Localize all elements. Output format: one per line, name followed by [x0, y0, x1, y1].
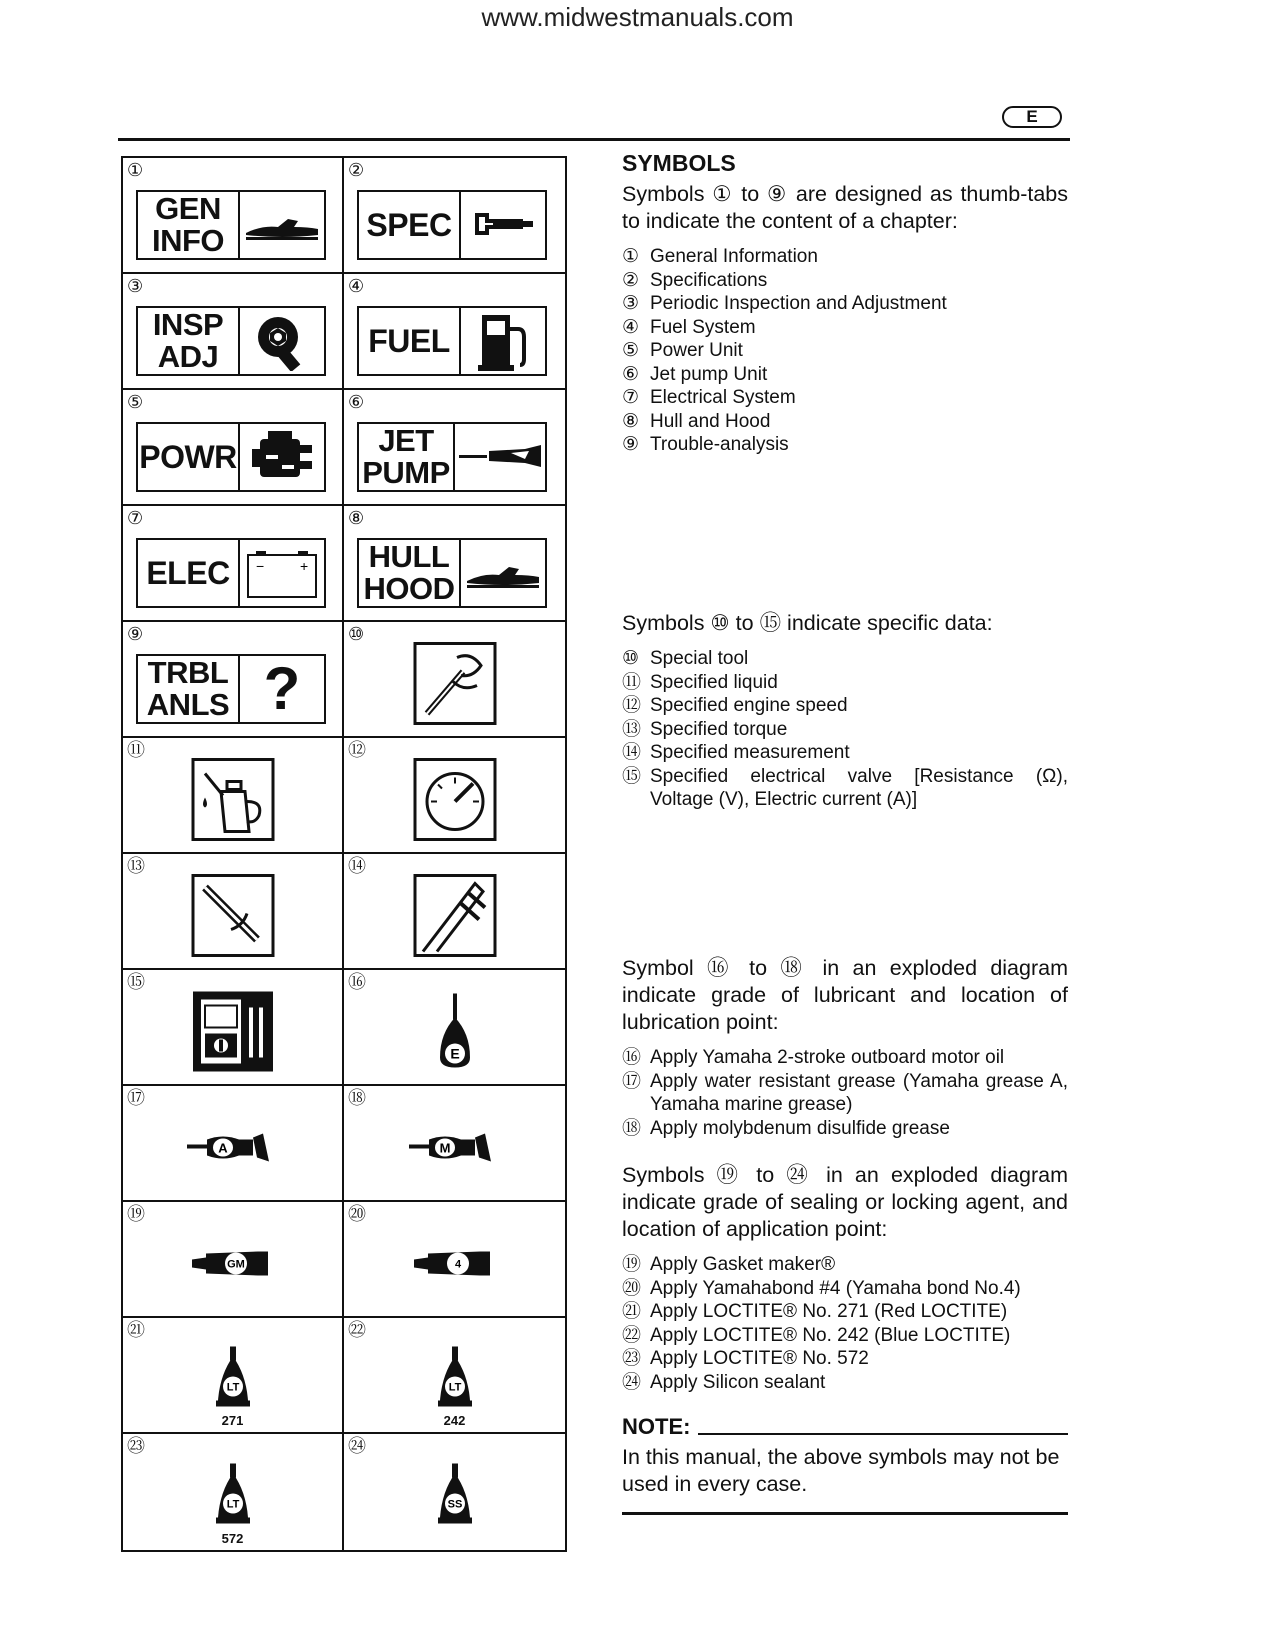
svg-text:+: +: [300, 558, 309, 574]
item-number: ④: [622, 316, 640, 338]
symbol-cell: [344, 738, 565, 854]
section-specific-data: [622, 610, 1068, 812]
tab-label: ANLS: [146, 687, 230, 722]
symbol-number: ②: [348, 160, 365, 180]
symbol-cell: [344, 1318, 565, 1434]
note-box: [622, 1414, 1068, 1515]
intro-lubricants: Symbol ⑯ to ⑱ in an exploded diagram indicate grade of lubricant and location of lubrication point:: [622, 956, 1068, 1034]
symbol-number: ⑧: [348, 508, 365, 528]
tab-label: SPEC: [366, 207, 452, 243]
battery-icon: [240, 540, 324, 606]
svg-text:M: M: [439, 1140, 450, 1156]
list-item: [622, 410, 1068, 434]
symbol-cell: [344, 274, 565, 390]
tab-label: INFO: [151, 223, 225, 258]
oil-can-icon: [191, 757, 275, 846]
symbol-number: ⑰: [127, 1088, 145, 1108]
top-rule: [118, 138, 1070, 141]
note-rule: [622, 1512, 1068, 1515]
symbol-cell: [123, 1434, 344, 1550]
svg-text:4: 4: [454, 1258, 461, 1271]
fuel-pump-icon: [461, 308, 545, 374]
section-lubricants: [622, 955, 1068, 1140]
tab-label: TRBL: [147, 655, 229, 690]
multimeter-icon: [191, 989, 275, 1078]
list-lubricants: [622, 1046, 1068, 1140]
symbol-cell: [344, 506, 565, 622]
list-item: [622, 1347, 1068, 1371]
symbol-cell: [344, 970, 565, 1086]
symbol-number: ⑨: [127, 624, 144, 644]
item-text: Power Unit: [650, 340, 743, 361]
list-item: [622, 1117, 1068, 1141]
list-item: [622, 1070, 1068, 1117]
symbol-number: ⑩: [348, 624, 365, 644]
item-number: ㉔: [622, 1371, 642, 1393]
item-text: Apply Yamaha 2-stroke outboard motor oil: [650, 1047, 1005, 1068]
item-text: General Information: [650, 246, 818, 267]
svg-text:LT: LT: [226, 1498, 239, 1511]
symbol-cell: [344, 854, 565, 970]
item-text: Specified torque: [650, 718, 788, 740]
item-text: Apply molybdenum disulfide grease: [650, 1117, 950, 1139]
loctite-bottle-icon: [430, 1344, 480, 1419]
wrench-icon: [240, 308, 324, 374]
item-number: ⑪: [622, 671, 642, 693]
intro-thumb-tabs: Symbols ① to ⑨ are designed as thumb-tabs to indicate the content of a chapter:: [622, 182, 1068, 233]
svg-text:E: E: [449, 1045, 460, 1062]
svg-text:SS: SS: [447, 1498, 462, 1511]
symbol-number: ⑤: [127, 392, 144, 412]
item-text: Specified liquid: [650, 671, 778, 693]
item-text: Fuel System: [650, 316, 756, 338]
list-item: [622, 269, 1068, 293]
list-item: [622, 1371, 1068, 1395]
page-title: SYMBOLS: [622, 150, 736, 176]
item-number: ⑨: [622, 434, 640, 455]
list-item: [622, 718, 1068, 742]
list-item: [622, 694, 1068, 718]
oil-bottle-icon: [430, 991, 480, 1076]
engine-icon: [240, 424, 324, 490]
symbol-number: ⑭: [348, 856, 366, 876]
list-item: [622, 433, 1068, 457]
caliper-icon: [413, 873, 497, 962]
item-text: Specifications: [650, 269, 768, 291]
item-text: Electrical System: [650, 387, 796, 408]
symbol-cell: [344, 1202, 565, 1318]
note-label: NOTE:: [622, 1414, 691, 1439]
section-sealants: [622, 1162, 1068, 1394]
symbol-cell: [123, 274, 344, 390]
hull-icon: [461, 540, 545, 606]
thumb-tab: [357, 190, 547, 260]
list-item: [622, 386, 1068, 410]
svg-text:GM: GM: [226, 1258, 245, 1271]
tab-label: PUMP: [362, 455, 450, 490]
item-text: Specified measurement: [650, 742, 850, 763]
torque-wrench-icon: [191, 873, 275, 962]
svg-text:A: A: [217, 1140, 228, 1156]
item-number: ⑲: [622, 1254, 642, 1275]
item-text: Jet pump Unit: [650, 363, 768, 385]
tab-label: HOOD: [363, 571, 455, 606]
item-number: ②: [622, 269, 640, 291]
list-item: [622, 339, 1068, 363]
symbol-number: ㉑: [127, 1320, 145, 1340]
item-number: ⑯: [622, 1047, 642, 1068]
item-number: ⑦: [622, 387, 640, 408]
list-item: [622, 1253, 1068, 1277]
item-number: ⑩: [622, 648, 640, 669]
special-tool-icon: [413, 641, 497, 730]
tab-label: FUEL: [368, 323, 450, 359]
symbol-cell: [344, 622, 565, 738]
thumb-tab: [136, 654, 326, 724]
thumb-tab: [136, 538, 326, 608]
grease-gun-icon: [183, 1127, 283, 1172]
symbol-grid: [121, 156, 567, 1552]
list-item: [622, 647, 1068, 671]
svg-text:−: −: [256, 558, 265, 574]
list-item: [622, 1046, 1068, 1070]
symbol-number: ⑯: [348, 972, 366, 992]
symbol-number: ①: [127, 160, 144, 180]
svg-text:LT: LT: [448, 1381, 461, 1394]
symbol-number: ⑱: [348, 1088, 366, 1108]
symbol-cell: [344, 158, 565, 274]
tachometer-icon: [413, 757, 497, 846]
list-item: [622, 1300, 1068, 1324]
item-number: ㉒: [622, 1324, 642, 1346]
symbol-cell: [123, 1318, 344, 1434]
symbol-number: ㉓: [127, 1436, 145, 1456]
symbol-descriptions: [622, 150, 1068, 1496]
symbol-cell: [123, 622, 344, 738]
thumb-tab: [357, 538, 547, 608]
symbol-cell: [344, 1434, 565, 1550]
list-item: [622, 316, 1068, 340]
symbol-cell: [123, 506, 344, 622]
list-item: [622, 245, 1068, 269]
intro-sealants: Symbols ⑲ to ㉔ in an exploded diagram indicate grade of sealing or locking agent, and location of application point:: [622, 1163, 1068, 1241]
jet-pump-icon: [455, 424, 545, 490]
grease-gun-icon: [405, 1127, 505, 1172]
spec-plug-icon: [461, 192, 545, 258]
tab-label: GEN: [155, 191, 221, 226]
list-item: [622, 671, 1068, 695]
tube-icon: [410, 1243, 500, 1288]
item-text: Periodic Inspection and Adjustment: [650, 293, 947, 314]
item-number: ①: [622, 246, 640, 267]
language-badge: E: [1002, 106, 1062, 128]
symbol-number: ④: [348, 276, 365, 296]
item-number: ㉓: [622, 1348, 642, 1369]
thumb-tab: [136, 190, 326, 260]
symbol-cell: [123, 158, 344, 274]
symbol-number: ⑥: [348, 392, 365, 412]
symbol-number: ㉔: [348, 1436, 366, 1456]
symbol-cell: [123, 738, 344, 854]
jet-ski-icon: [240, 192, 324, 258]
item-text: Hull and Hood: [650, 410, 771, 432]
item-number: ③: [622, 293, 640, 314]
item-number: ⑳: [622, 1277, 642, 1299]
list-specific-data: [622, 647, 1068, 812]
item-number: ⑤: [622, 340, 640, 361]
tab-label: ADJ: [157, 339, 219, 374]
item-text: Apply Silicon sealant: [650, 1371, 826, 1393]
site-header: www.midwestmanuals.com: [481, 2, 794, 32]
item-number: ㉑: [622, 1301, 642, 1322]
symbol-number: ⑫: [348, 740, 366, 760]
list-item: [622, 363, 1068, 387]
item-number: ⑮: [622, 765, 642, 787]
symbol-number: ⑦: [127, 508, 144, 528]
item-number: ⑥: [622, 363, 640, 385]
tab-label: INSP: [152, 307, 224, 342]
item-number: ⑫: [622, 695, 642, 716]
list-item: [622, 1324, 1068, 1348]
symbol-number: ⑪: [127, 740, 145, 760]
tube-icon: [188, 1243, 278, 1288]
tab-label: JET: [378, 423, 434, 458]
symbol-cell: [123, 854, 344, 970]
loctite-bottle-icon: [430, 1461, 480, 1536]
svg-text:LT: LT: [226, 1381, 239, 1394]
bottle-number: 572: [221, 1531, 244, 1546]
item-text: Apply Gasket maker®: [650, 1254, 836, 1275]
question-icon: ?: [263, 655, 301, 722]
item-number: ⑬: [622, 718, 642, 740]
item-text: Apply Yamahabond #4 (Yamaha bond No.4): [650, 1277, 1021, 1299]
list-item: [622, 741, 1068, 765]
list-sealants: [622, 1253, 1068, 1394]
tab-label: POWR: [139, 439, 237, 475]
bottle-number: 271: [221, 1413, 244, 1428]
symbol-number: ⑬: [127, 856, 145, 876]
item-number: ⑱: [622, 1117, 642, 1139]
item-text: Trouble-analysis: [650, 434, 789, 455]
item-text: Specified electrical valve [Resistance (Ω), Voltage (V), Electric current (A)]: [650, 765, 1068, 810]
loctite-bottle-icon: [208, 1461, 258, 1536]
item-text: Apply LOCTITE® No. 271 (Red LOCTITE): [650, 1301, 1008, 1322]
symbol-cell: [344, 1086, 565, 1202]
thumb-tab: [357, 422, 547, 492]
item-number: ⑧: [622, 410, 640, 432]
tab-label: ELEC: [146, 555, 230, 591]
intro-specific-data: Symbols ⑩ to ⑮ indicate specific data:: [622, 611, 993, 635]
item-number: ⑭: [622, 742, 642, 763]
list-item: [622, 292, 1068, 316]
symbol-cell: [123, 1202, 344, 1318]
list-item: [622, 1277, 1068, 1301]
thumb-tab: [357, 306, 547, 376]
list-thumb-tabs: [622, 245, 1068, 457]
symbol-number: ⑲: [127, 1204, 145, 1224]
item-text: Apply LOCTITE® No. 242 (Blue LOCTITE): [650, 1324, 1011, 1346]
bottle-number: 242: [443, 1413, 466, 1428]
item-text: Specified engine speed: [650, 695, 848, 716]
note-body: In this manual, the above symbols may not be used in every case.: [622, 1445, 1060, 1496]
symbol-cell: [344, 390, 565, 506]
symbol-cell: [123, 970, 344, 1086]
item-number: ⑰: [622, 1070, 642, 1092]
symbol-number: ③: [127, 276, 144, 296]
symbol-number: ⑮: [127, 972, 145, 992]
list-item: [622, 765, 1068, 812]
section-thumb-tabs: [622, 150, 1068, 457]
item-text: Apply LOCTITE® No. 572: [650, 1348, 869, 1369]
loctite-bottle-icon: [208, 1344, 258, 1419]
item-text: Special tool: [650, 648, 749, 669]
item-text: Apply water resistant grease (Yamaha grease A, Yamaha marine grease): [650, 1070, 1068, 1115]
symbol-number: ㉒: [348, 1320, 366, 1340]
tab-label: HULL: [368, 539, 450, 574]
thumb-tab: [136, 422, 326, 492]
symbol-cell: [123, 1086, 344, 1202]
thumb-tab: [136, 306, 326, 376]
symbol-cell: [123, 390, 344, 506]
symbol-number: ⑳: [348, 1204, 366, 1224]
